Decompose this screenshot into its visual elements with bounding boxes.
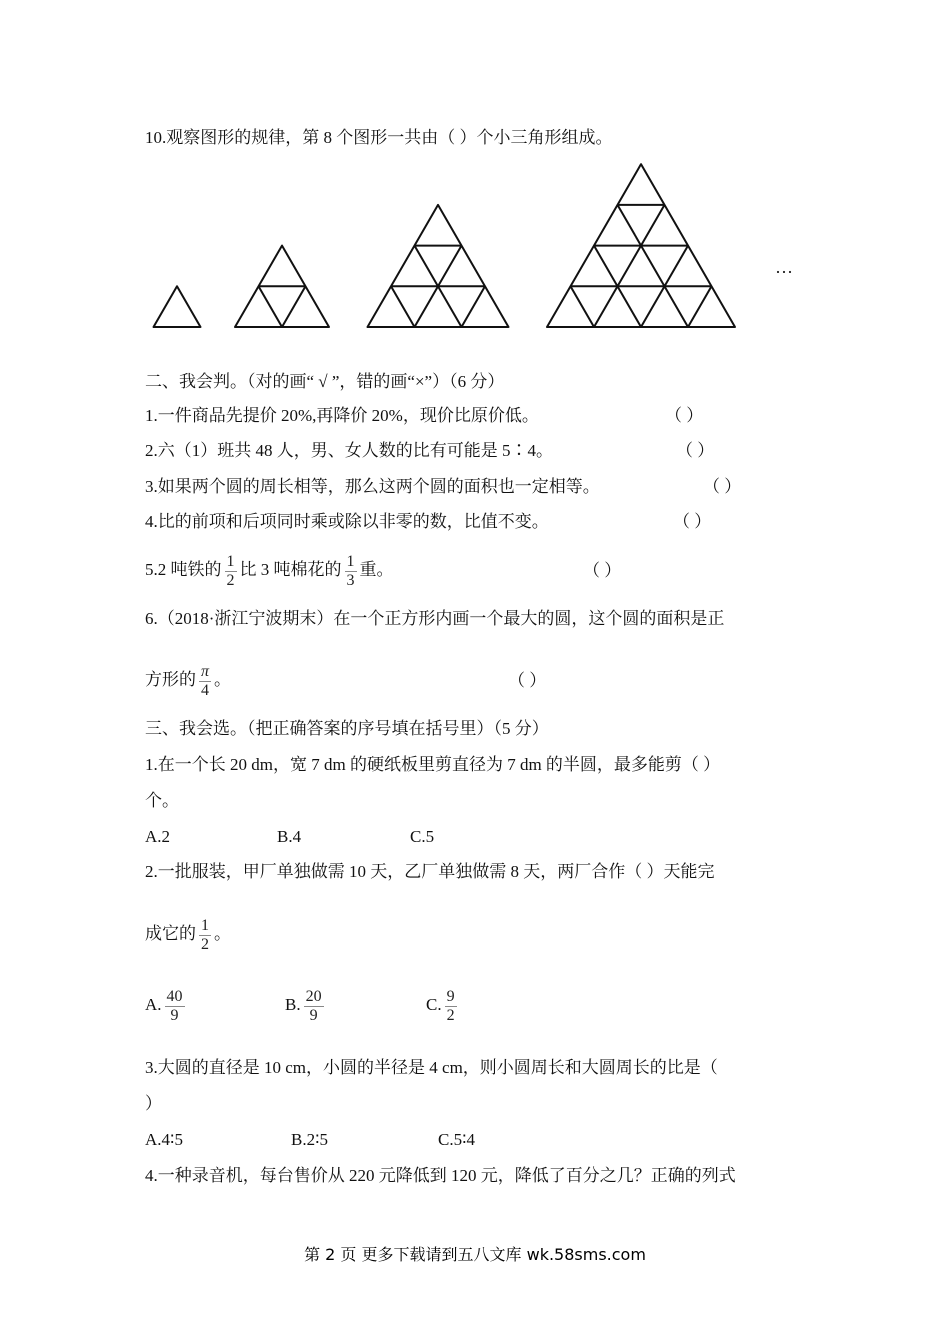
- answer-paren-5[interactable]: （ ）: [583, 561, 622, 580]
- answer-paren-1[interactable]: （ ）: [665, 406, 704, 425]
- answer-paren-4[interactable]: （ ）: [673, 512, 712, 531]
- triangle-figure-1: [154, 286, 201, 327]
- answer-paren-2[interactable]: （ ）: [676, 441, 715, 460]
- choice-q1-option-a[interactable]: A.2: [145, 827, 171, 846]
- fraction-pi-over-4: $\frac{\pi}{4}$: [201, 662, 210, 699]
- judge-item-1: 1.一件商品先提价 20%,再降价 20%，现价比原价低。: [145, 406, 539, 425]
- answer-paren-3[interactable]: （ ）: [703, 477, 742, 496]
- choice-q3-option-a[interactable]: A.4∶5: [145, 1130, 183, 1149]
- section2-title: 二、我会判。（对的画“ √ ”，错的画“×”）（6 分）: [145, 372, 505, 391]
- choice-q3-option-b[interactable]: B.2∶5: [291, 1130, 329, 1149]
- fraction-one-half-q2: $\frac{1}{2}$: [201, 916, 209, 953]
- choice-q1-line1: 1.在一个长 20 dm，宽 7 dm 的硬纸板里剪直径为 7 dm 的半圆，最多能剪（ ）: [145, 755, 721, 774]
- judge-item-6-line1: 6.（2018·浙江宁波期末）在一个正方形内画一个最大的圆，这个圆的面积是正: [145, 609, 725, 628]
- triangle-figure-2: [235, 246, 329, 327]
- section3-title: 三、我会选。（把正确答案的序号填在括号里）（5 分）: [145, 719, 549, 738]
- choice-q2-line1: 2.一批服装，甲厂单独做需 10 天，乙厂单独做需 8 天，两厂合作（ ）天能完: [145, 862, 715, 881]
- answer-paren-6[interactable]: （ ）: [508, 671, 547, 690]
- page-footer: 第 2 页 更多下载请到五八文库 wk.58sms.com: [304, 1245, 646, 1264]
- choice-q4-line1: 4.一种录音机，每台售价从 220 元降低到 120 元，降低了百分之几？正确的列式: [145, 1166, 736, 1185]
- choice-q2-option-b[interactable]: B. $\frac{20}{9}$: [285, 987, 322, 1024]
- choice-q1-option-c[interactable]: C.5: [410, 827, 435, 846]
- choice-q3-line1: 3.大圆的直径是 10 cm，小圆的半径是 4 cm，则小圆周长和大圆周长的比是（: [145, 1058, 718, 1077]
- choice-q2-option-a[interactable]: A. $\frac{40}{9}$: [145, 987, 183, 1024]
- choice-q1-option-b[interactable]: B.4: [277, 827, 302, 846]
- triangle-pattern-figure: [0, 0, 950, 340]
- judge-item-4: 4.比的前项和后项同时乘或除以非零的数，比值不变。: [145, 512, 549, 531]
- judge-item-6-line2: 方形的 $\frac{\pi}{4}$ 。: [145, 662, 232, 699]
- triangle-figure-4: [547, 164, 735, 327]
- choice-q3-line2: ）: [145, 1094, 162, 1113]
- choice-q2-option-c[interactable]: C. $\frac{9}{2}$: [426, 987, 455, 1024]
- q10-text: 10.观察图形的规律，第 8 个图形一共由（ ）个小三角形组成。: [145, 128, 613, 147]
- judge-item-2: 2.六（1）班共 48 人，男、女人数的比有可能是 5∶4。: [145, 441, 553, 460]
- judge-item-5: 5.2 吨铁的 $\frac{1}{2}$ 比 3 吨棉花的 $\frac{1}{3}$ 重。: [145, 552, 394, 589]
- fraction-one-third: $\frac{1}{3}$: [346, 552, 355, 589]
- choice-q1-line2: 个。: [145, 791, 179, 810]
- triangle-figure-3: [368, 205, 509, 327]
- fraction-one-half: $\frac{1}{2}$: [226, 552, 235, 589]
- choice-q3-option-c[interactable]: C.5∶4: [438, 1130, 476, 1149]
- judge-item-3: 3.如果两个圆的周长相等，那么这两个圆的面积也一定相等。: [145, 477, 600, 496]
- ellipsis: ···: [775, 262, 793, 282]
- choice-q2-line2: 成它的 $\frac{1}{2}$ 。: [145, 916, 231, 953]
